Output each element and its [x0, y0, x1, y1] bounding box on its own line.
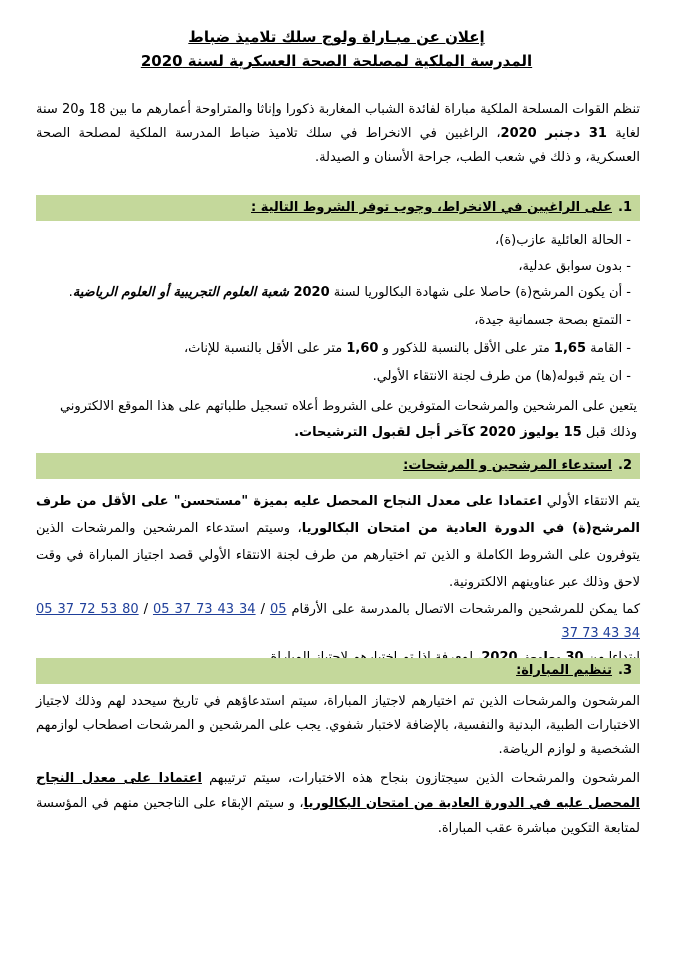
- section-2-number: 2.: [618, 458, 632, 473]
- section-3-header: [36, 658, 640, 684]
- section-3-number: 3.: [618, 663, 632, 678]
- ranking-text-2: ، و سيتم الإبقاء على الناجحين منهم في المؤسسة لمتابعة التكوين مباشرة عقب المباراة.: [36, 796, 640, 836]
- condition-item-3-end: .: [68, 285, 73, 300]
- ranking-text-1: المرشحون والمرشحات الذين سيجتازون بنجاح هذه الاختبارات، سيتم ترتيبهم: [201, 771, 640, 786]
- condition-item-5-female-height: 1,60: [346, 341, 379, 356]
- title-line-1: إعلان عن مبـاراة ولوج سلك تلاميذ ضباط: [188, 28, 485, 46]
- condition-item-3: [69, 282, 631, 304]
- title-line-2: المدرسة الملكية لمصلحة الصحة العسكرية لسنة 2020: [140, 52, 533, 70]
- condition-item-5-male-height: 1,65: [553, 341, 586, 356]
- selection-text-2: ، وسيتم استدعاء المرشحين والمرشحات الذين يتوفرون على الشروط الكاملة و الذين تم اختيارهم من طرف لجنة الانتقاء الأولي قصد اجتياز المباراة في وقت لاحق وذلك عبر عناوينهم الالكترونية.: [36, 521, 640, 590]
- ranking-criteria: اعتمادا على معدل النجاح المحصل عليه في الدورة العادية من امتحان البكالوريا: [36, 771, 640, 811]
- phone-separator-1: /: [138, 602, 153, 617]
- condition-item-3-text: - أن يكون المرشح(ة) حاصلا على شهادة البكالوريا لسنة: [329, 285, 631, 300]
- selection-criteria: اعتمادا على معدل النجاح المحصل عليه بميزة "مستحسن" على الأقل من طرف المرشح(ة) في الدورة العادية من امتحان البكالوريا: [36, 494, 640, 536]
- selection-paragraph: [36, 488, 640, 596]
- section-1-title: على الراغبين في الانخراط، وجوب توفر الشروط التالية :: [251, 200, 612, 215]
- section-2-title: استدعاء المرشحين و المرشحات:: [403, 458, 612, 473]
- deadline-date: 15 يوليوز 2020: [479, 425, 582, 440]
- registration-note: يتعين على المرشحين والمرشحات المتوفرين على الشروط أعلاه تسجيل طلباتهم على هذا الموقع الالكتروني: [59, 399, 637, 414]
- section-1-header: [36, 195, 640, 221]
- phone-separator-2: /: [255, 602, 270, 617]
- phone-number-1[interactable]: 05 37 72 53 80: [36, 602, 139, 617]
- organization-paragraph-2: [36, 766, 640, 841]
- condition-item-5-end: متر على الأقل بالنسبة للإناث،: [183, 341, 347, 356]
- deadline-prefix: وذلك قبل: [581, 425, 637, 440]
- condition-item-5-text: - القامة: [586, 341, 631, 356]
- registration-deadline: [294, 422, 637, 444]
- condition-item-3-year: 2020: [293, 285, 330, 300]
- intro-deadline: 31 دجنبر 2020: [500, 126, 607, 141]
- phone-number-2[interactable]: 05 37 73 43 34: [152, 602, 256, 617]
- intro-text-2: ، الراغبين في الانخراط في سلك تلاميذ ضباط المدرسة الملكية لمصلحة الصحة العسكرية، و ذلك في شعب الطب، جراحة الأسنان و الصيدلة.: [36, 126, 640, 165]
- deadline-suffix: كآخر أجل لقبول الترشيحات.: [294, 425, 480, 440]
- condition-item-4: - التمتع بصحة جسمانية جيدة،: [474, 313, 631, 328]
- section-2-header: [36, 453, 640, 479]
- condition-item-3-streams: شعبة العلوم التجريبية أو العلوم الرياضية: [72, 285, 294, 300]
- condition-item-6: - ان يتم قبوله(ها) من طرف لجنة الانتقاء الأولي.: [372, 369, 631, 384]
- section-1-number: 1.: [618, 200, 632, 215]
- selection-text-1: يتم الانتقاء الأولي: [541, 494, 640, 509]
- phone-number-3[interactable]: 05 37 73 43 34: [269, 602, 640, 641]
- condition-item-5-mid: متر على الأقل بالنسبة للذكور و: [378, 341, 554, 356]
- intro-text-1: تنظم القوات المسلحة الملكية مباراة لفائدة الشباب المغاربة ذكورا وإناثا والمتراوحة أعمارهم ما بين 18 و20 سنة لغاية: [36, 102, 640, 141]
- contact-text: كما يمكن للمرشحين والمرشحات الاتصال بالمدرسة على الأرقام: [286, 602, 641, 617]
- organization-paragraph-1: المرشحون والمرشحات الذين تم اختيارهم لاجتياز المباراة، سيتم استدعاؤهم في تاريخ سيحدد لهم وذلك لاجتياز الاختبارات الطبية، البدنية والنفسية، بالإضافة لاختبار شفوي. يجب على المرشحين و المرشحات اصطحاب لوازمهم الشخصية و لوازم الرياضة.: [36, 694, 640, 757]
- condition-item-2: - بدون سوابق عدلية،: [518, 259, 631, 274]
- section-3-title: تنظيم المباراة:: [516, 663, 612, 678]
- intro-paragraph: [36, 98, 640, 170]
- condition-item-1: - الحالة العائلية عازب(ة)،: [495, 233, 631, 248]
- condition-item-5: [184, 338, 631, 360]
